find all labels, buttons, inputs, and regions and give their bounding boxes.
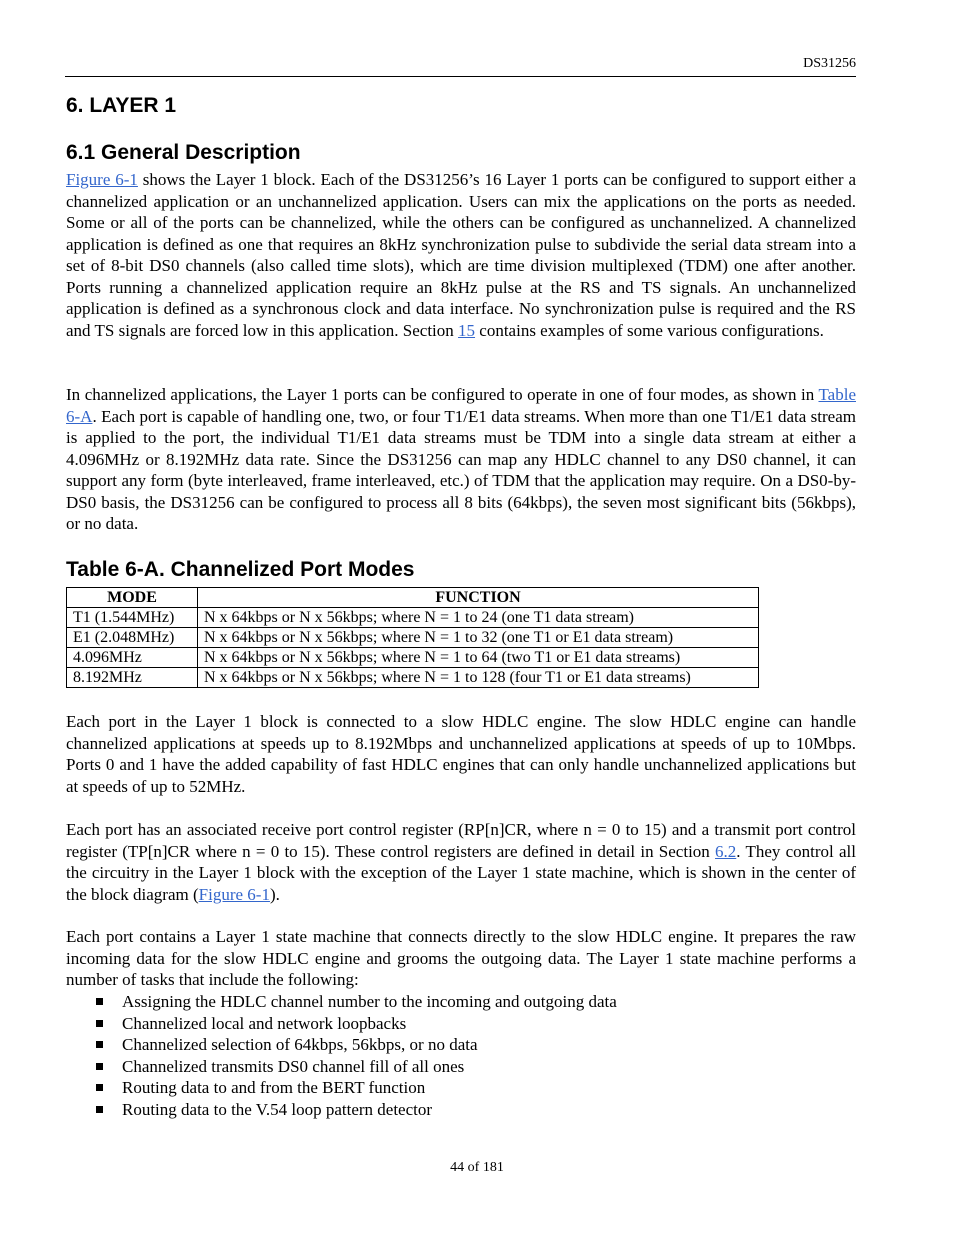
paragraph-text: shows the Layer 1 block. Each of the DS31256’s 16 Layer 1 ports can be configured to support either a channelized application or an unchannelized application. Users can mix the applications on the ports as needed. Some or all of the ports can be channelized, while the others can be configured as unchannelized. A channelized application is defined as one that requires an 8kHz synchronization pulse to subdivide the serial data stream into a set of 8-bit DS0 channels (also called time slots), which are time division multiplexed (TDM) one after another. Ports running a channelized application require an 8kHz pulse at the RS and TS signals. An unchannelized application is defined as a synchronous clock and data interface. No synchronization pulse is required and the RS and TS signals are forced low in this application. Section <box>66 170 856 340</box>
function-cell: N x 64kbps or N x 56kbps; where N = 1 to 32 (one T1 or E1 data stream) <box>198 628 759 648</box>
paragraph-text: . They control all the circuitry in the Layer 1 block with the exception of the Layer 1 state machine, which is shown in the center of the block diagram ( <box>66 841 856 904</box>
list-item <box>94 1099 617 1121</box>
paragraph-text: ). <box>269 884 280 904</box>
document-id: DS31256 <box>803 56 856 71</box>
list-item <box>94 1034 617 1056</box>
subsection-title: 6.1 General Description <box>66 141 301 164</box>
list-item <box>94 1013 617 1035</box>
figure-6-1-link[interactable]: Figure 6-1 <box>198 884 270 904</box>
list-item-text: Routing data to and from the BERT function <box>122 1078 426 1097</box>
list-item-text: Assigning the HDLC channel number to the incoming and outgoing data <box>122 992 617 1011</box>
table-header-row <box>67 588 759 608</box>
list-item <box>94 1077 617 1099</box>
paragraph-text: . Each port is capable of handling one, two, or four T1/E1 data streams. When more than one T1/E1 data stream is applied to the port, the individual T1/E1 data streams must be TDM into a single data stream at either a 4.096MHz or 8.192MHz data rate. Since the DS31256 can map any HDLC channel to any DS0 channel, it can support any form (byte interleaved, frame interleaved, etc.) of TDM that the application may require. On a DS0-by-DS0 basis, the DS31256 can be configured to process all 8 bits (64kbps), the seven most significant bits (56kbps), or no data. <box>66 406 856 533</box>
table-row <box>67 628 759 648</box>
table-caption: Table 6-A. Channelized Port Modes <box>66 558 415 581</box>
mode-cell: E1 (2.048MHz) <box>67 628 198 648</box>
square-bullet-icon <box>96 1106 103 1113</box>
figure-6-1-link[interactable]: Figure 6-1 <box>66 170 138 189</box>
list-item-text: Channelized transmits DS0 channel fill of all ones <box>122 1056 465 1076</box>
paragraph-port-control-registers <box>66 819 856 905</box>
function-cell: N x 64kbps or N x 56kbps; where N = 1 to 64 (two T1 or E1 data streams) <box>198 648 759 668</box>
section-6-2-link[interactable]: 6.2 <box>715 841 737 861</box>
function-cell: N x 64kbps or N x 56kbps; where N = 1 to 24 (one T1 data stream) <box>198 608 759 628</box>
list-item <box>94 991 617 1013</box>
square-bullet-icon <box>96 1084 103 1091</box>
page-number: 44 of 181 <box>450 1160 504 1175</box>
list-item-text: Routing data to the V.54 loop pattern detector <box>122 1099 433 1119</box>
square-bullet-icon <box>96 1020 103 1027</box>
column-header-function: FUNCTION <box>198 588 759 608</box>
square-bullet-icon <box>96 1063 103 1070</box>
paragraph-text: contains examples of some various configurations. <box>475 320 824 340</box>
mode-cell: 4.096MHz <box>67 648 198 668</box>
paragraph-channelized-modes <box>66 384 856 535</box>
channelized-port-modes-table <box>66 587 759 688</box>
mode-cell: 8.192MHz <box>67 668 198 688</box>
table-row <box>67 648 759 668</box>
section-15-link[interactable]: 15 <box>458 320 476 340</box>
function-cell: N x 64kbps or N x 56kbps; where N = 1 to 128 (four T1 or E1 data streams) <box>198 668 759 688</box>
list-item <box>94 1056 617 1078</box>
table-row <box>67 668 759 688</box>
column-header-mode: MODE <box>67 588 198 608</box>
paragraph-general-description <box>66 169 856 341</box>
list-item-text: Channelized local and network loopbacks <box>122 1013 407 1033</box>
square-bullet-icon <box>96 998 103 1005</box>
table-row <box>67 608 759 628</box>
paragraph-state-machine: Each port contains a Layer 1 state machine that connects directly to the slow HDLC engine. It prepares the raw incoming data for the slow HDLC engine and grooms the outgoing data. The Layer 1 state machine performs a number of tasks that include the following: <box>66 927 856 989</box>
mode-cell: T1 (1.544MHz) <box>67 608 198 628</box>
paragraph-text: In channelized applications, the Layer 1 ports can be configured to operate in one of four modes, as shown in <box>66 385 819 404</box>
paragraph-hdlc-engines: Each port in the Layer 1 block is connected to a slow HDLC engine. The slow HDLC engine can handle channelized applications at speeds up to 8.192Mbps and unchannelized applications at speeds of up to 10Mbps. Ports 0 and 1 have the added capability of fast HDLC engines that can only handle unchannelized applications but at speeds of up to 52MHz. <box>66 712 856 796</box>
table-6-a-link[interactable]: Table 6-A <box>66 385 856 426</box>
square-bullet-icon <box>96 1041 103 1048</box>
header-rule <box>65 76 856 77</box>
list-item-text: Channelized selection of 64kbps, 56kbps, or no data <box>122 1035 478 1054</box>
task-list <box>94 991 617 1120</box>
section-title: 6. LAYER 1 <box>66 94 177 117</box>
paragraph-text: Each port has an associated receive port control register (RP[n]CR, where n = 0 to 15) and a transmit port control register (TP[n]CR where n = 0 to 15). These control registers are defined in detail in Section <box>66 820 856 861</box>
